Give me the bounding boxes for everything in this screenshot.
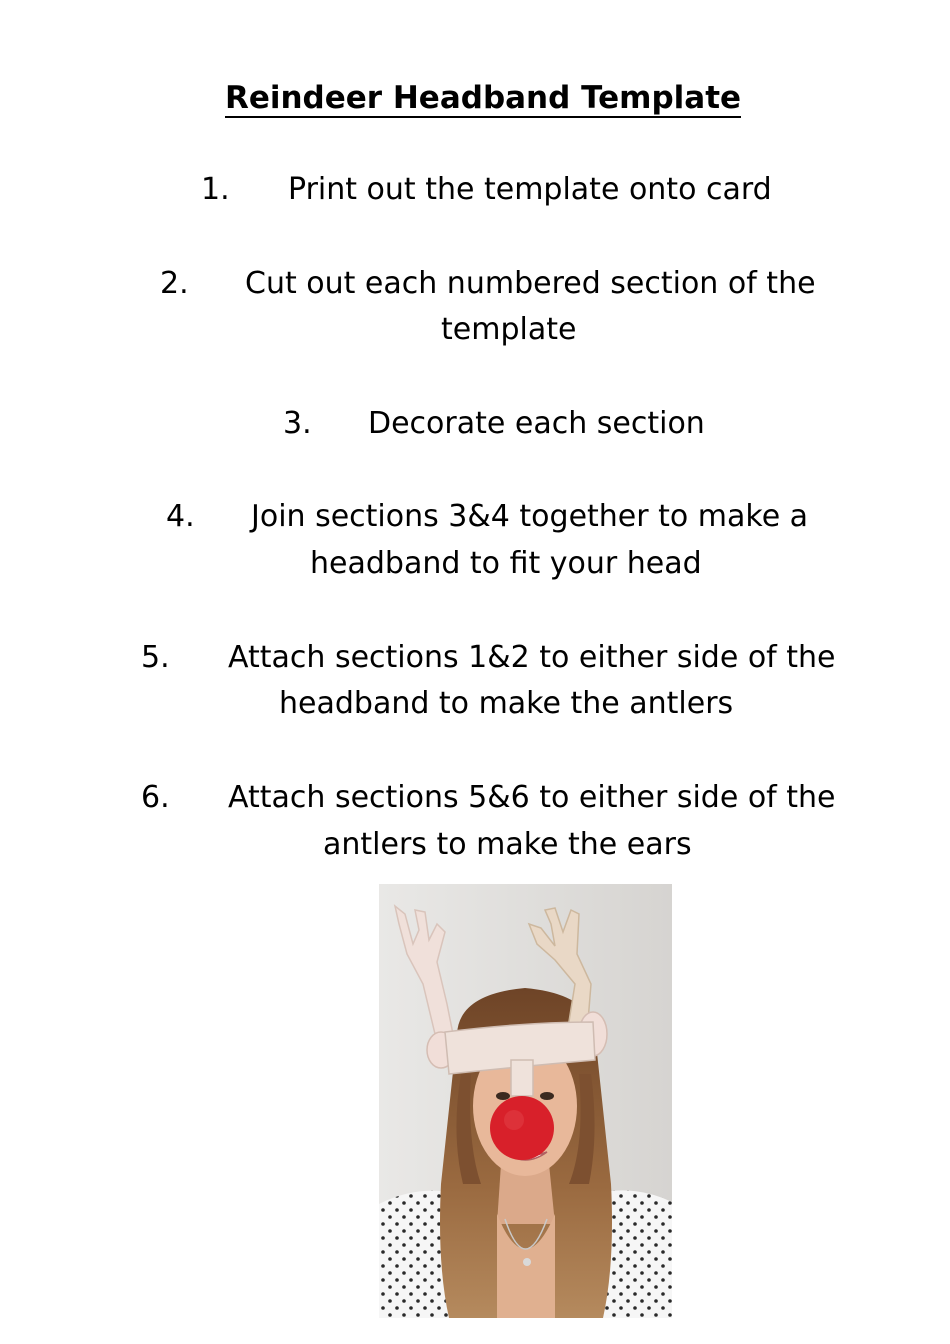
step-number: 2. — [160, 266, 189, 301]
step-text: Print out the template onto card — [288, 172, 772, 207]
step-text: Attach sections 1&2 to either side of the — [228, 640, 836, 675]
step-2 — [160, 261, 816, 307]
step-number: 3. — [283, 406, 312, 441]
page-title: Reindeer Headband Template — [224, 80, 742, 116]
step-1 — [201, 167, 772, 213]
reindeer-headband-photo — [379, 884, 672, 1318]
step-text: Cut out each numbered section of the — [245, 266, 816, 301]
step-text: Join sections 3&4 together to make a — [251, 499, 809, 534]
step-5-continuation: headband to make the antlers — [279, 686, 734, 721]
step-3 — [283, 401, 705, 447]
step-6-continuation: antlers to make the ears — [323, 827, 692, 862]
step-number: 1. — [201, 172, 230, 207]
step-4 — [166, 494, 808, 540]
step-text: Attach sections 5&6 to either side of the — [228, 780, 836, 815]
step-5 — [141, 635, 836, 681]
step-text: Decorate each section — [368, 406, 705, 441]
step-number: 6. — [141, 780, 170, 815]
step-number: 5. — [141, 640, 170, 675]
step-number: 4. — [166, 499, 195, 534]
step-2-continuation: template — [441, 312, 577, 347]
step-6 — [141, 775, 836, 821]
step-4-continuation: headband to fit your head — [310, 546, 702, 581]
